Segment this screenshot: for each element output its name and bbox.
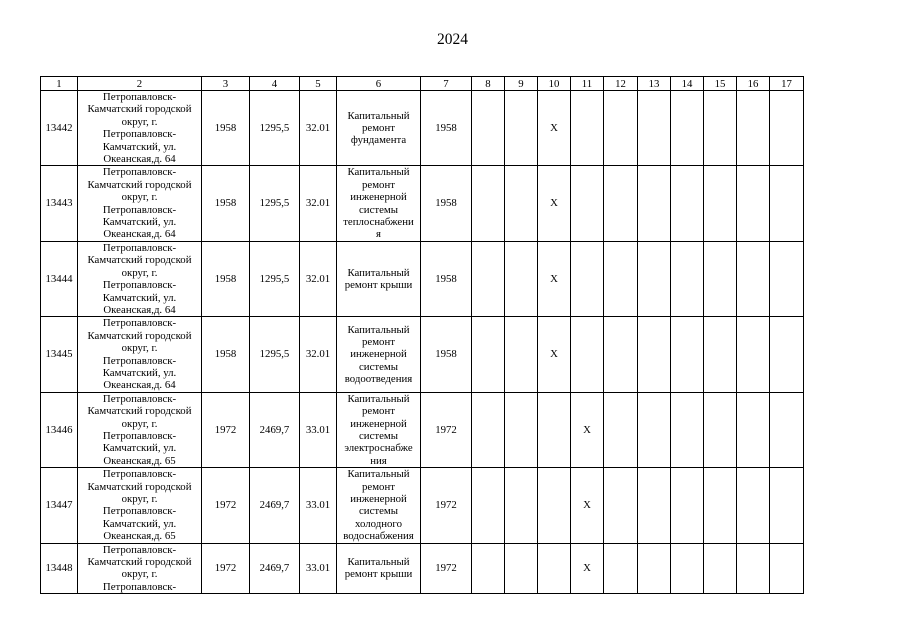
table-row — [41, 317, 804, 392]
table-cell-col-11 — [571, 241, 604, 316]
table-cell-col-17 — [770, 166, 804, 241]
table-cell-col-2 — [78, 317, 202, 392]
table-row — [41, 543, 804, 594]
table-cell-col-6 — [337, 392, 421, 467]
table-cell-col-11 — [571, 317, 604, 392]
table-cell-col-11 — [571, 543, 604, 594]
column-number-header: 7 — [421, 77, 472, 91]
table-cell-col-4 — [250, 241, 300, 316]
table-cell-col-16 — [737, 166, 770, 241]
table-cell-col-15 — [704, 392, 737, 467]
table-cell-col-4 — [250, 468, 300, 543]
table-cell-col-13 — [638, 241, 671, 316]
table-cell-col-1 — [41, 468, 78, 543]
cell-value: X — [583, 423, 591, 436]
cell-value: 33.01 — [305, 499, 331, 512]
table-cell-col-9 — [505, 166, 538, 241]
table-row — [41, 166, 804, 241]
table-cell-col-16 — [737, 317, 770, 392]
table-cell-col-12 — [604, 317, 638, 392]
table-cell-col-4 — [250, 91, 300, 166]
cell-value: Петропавловск-Камчатский городской округ, г. Петропавловск- — [87, 543, 192, 593]
cell-value: 32.01 — [305, 197, 331, 210]
cell-value: Петропавловск-Камчатский городской округ, г. Петропавловск-Камчатский, ул. Океанская,д. 65 — [87, 468, 192, 543]
table-cell-col-6 — [337, 468, 421, 543]
cell-value: 13448 — [45, 562, 73, 575]
cell-value: 2469,7 — [259, 423, 290, 436]
works-table — [40, 76, 804, 594]
cell-value: 1958 — [214, 272, 237, 285]
table-cell-col-10 — [538, 317, 571, 392]
table-cell-col-13 — [638, 166, 671, 241]
table-cell-col-7 — [421, 166, 472, 241]
column-number-header: 17 — [770, 77, 804, 91]
table-cell-col-2 — [78, 166, 202, 241]
cell-value: Петропавловск-Камчатский городской округ, г. Петропавловск-Камчатский, ул. Океанская,д. 64 — [87, 317, 192, 392]
table-cell-col-3 — [202, 392, 250, 467]
cell-value: 1972 — [214, 562, 237, 575]
column-number-header: 13 — [638, 77, 671, 91]
table-cell-col-14 — [671, 241, 704, 316]
cell-value: Капитальный ремонт крыши — [344, 556, 413, 581]
column-number-header: 3 — [202, 77, 250, 91]
table-cell-col-5 — [300, 241, 337, 316]
table-cell-col-17 — [770, 91, 804, 166]
table-body — [41, 91, 804, 594]
table-cell-col-12 — [604, 241, 638, 316]
table-cell-col-5 — [300, 543, 337, 594]
table-cell-col-2 — [78, 468, 202, 543]
year-heading: 2024 — [437, 31, 468, 48]
table-cell-col-16 — [737, 241, 770, 316]
table-cell-col-16 — [737, 392, 770, 467]
cell-value: X — [550, 348, 558, 361]
table-cell-col-17 — [770, 468, 804, 543]
table-cell-col-8 — [472, 91, 505, 166]
table-cell-col-5 — [300, 166, 337, 241]
table-cell-col-16 — [737, 91, 770, 166]
table-cell-col-2 — [78, 392, 202, 467]
table-cell-col-3 — [202, 543, 250, 594]
cell-value: 1958 — [214, 122, 237, 135]
column-number-header: 4 — [250, 77, 300, 91]
cell-value: 1972 — [435, 499, 457, 512]
table-cell-col-6 — [337, 317, 421, 392]
cell-value: 1295,5 — [259, 272, 290, 285]
column-number-header: 8 — [472, 77, 505, 91]
table-cell-col-1 — [41, 241, 78, 316]
table-cell-col-14 — [671, 166, 704, 241]
table-cell-col-8 — [472, 468, 505, 543]
cell-value: 1972 — [214, 423, 237, 436]
table-cell-col-15 — [704, 468, 737, 543]
column-number-header: 15 — [704, 77, 737, 91]
table-cell-col-6 — [337, 166, 421, 241]
cell-value: Петропавловск-Камчатский городской округ, г. Петропавловск-Камчатский, ул. Океанская,д. 64 — [87, 166, 192, 241]
table-cell-col-12 — [604, 166, 638, 241]
column-number-header: 14 — [671, 77, 704, 91]
table-cell-col-13 — [638, 543, 671, 594]
cell-value: Петропавловск-Камчатский городской округ, г. Петропавловск-Камчатский, ул. Океанская,д. 65 — [87, 392, 192, 467]
table-cell-col-10 — [538, 91, 571, 166]
table-cell-col-8 — [472, 543, 505, 594]
table-cell-col-10 — [538, 241, 571, 316]
table-cell-col-9 — [505, 468, 538, 543]
table-cell-col-3 — [202, 468, 250, 543]
cell-value: 32.01 — [305, 272, 331, 285]
table-cell-col-8 — [472, 317, 505, 392]
table-cell-col-4 — [250, 166, 300, 241]
table-cell-col-11 — [571, 468, 604, 543]
table-cell-col-15 — [704, 241, 737, 316]
column-number-header: 5 — [300, 77, 337, 91]
table-cell-col-2 — [78, 241, 202, 316]
table-cell-col-7 — [421, 543, 472, 594]
cell-value: Капитальный ремонт фундамента — [347, 109, 410, 147]
cell-value: 13445 — [45, 348, 73, 361]
table-cell-col-9 — [505, 91, 538, 166]
table-cell-col-4 — [250, 392, 300, 467]
cell-value: Капитальный ремонт инженерной системы электроснабжения — [344, 392, 413, 467]
table-cell-col-10 — [538, 392, 571, 467]
table-cell-col-14 — [671, 392, 704, 467]
table-row — [41, 241, 804, 316]
table-cell-col-1 — [41, 166, 78, 241]
table-cell-col-14 — [671, 543, 704, 594]
cell-value: Петропавловск-Камчатский городской округ, г. Петропавловск-Камчатский, ул. Океанская,д. 64 — [87, 241, 192, 316]
table-cell-col-15 — [704, 166, 737, 241]
table-cell-col-7 — [421, 241, 472, 316]
cell-value: 1958 — [435, 348, 457, 361]
table-cell-col-7 — [421, 317, 472, 392]
cell-value: 13446 — [45, 423, 73, 436]
table-cell-col-15 — [704, 543, 737, 594]
cell-value: X — [583, 499, 591, 512]
table-cell-col-12 — [604, 468, 638, 543]
cell-value: 1958 — [214, 348, 237, 361]
cell-value: 1958 — [435, 272, 457, 285]
table-cell-col-9 — [505, 543, 538, 594]
table-cell-col-4 — [250, 317, 300, 392]
table-cell-col-6 — [337, 241, 421, 316]
table-row — [41, 392, 804, 467]
table-cell-col-14 — [671, 91, 704, 166]
cell-value: 1295,5 — [259, 197, 290, 210]
column-number-header: 2 — [78, 77, 202, 91]
table-cell-col-12 — [604, 91, 638, 166]
table-cell-col-9 — [505, 392, 538, 467]
table-cell-col-3 — [202, 91, 250, 166]
column-number-header: 9 — [505, 77, 538, 91]
table-cell-col-7 — [421, 468, 472, 543]
cell-value: 13444 — [45, 272, 73, 285]
cell-value: X — [550, 272, 558, 285]
cell-value: 1958 — [435, 197, 457, 210]
cell-value: 13442 — [45, 122, 73, 135]
table-cell-col-8 — [472, 392, 505, 467]
table-cell-col-5 — [300, 91, 337, 166]
table-cell-col-2 — [78, 543, 202, 594]
table-cell-col-17 — [770, 317, 804, 392]
table-cell-col-17 — [770, 543, 804, 594]
table-cell-col-14 — [671, 468, 704, 543]
cell-value: 1958 — [214, 197, 237, 210]
table-cell-col-11 — [571, 392, 604, 467]
table-cell-col-5 — [300, 392, 337, 467]
cell-value: X — [550, 122, 558, 135]
table-cell-col-17 — [770, 392, 804, 467]
table-cell-col-12 — [604, 392, 638, 467]
table-cell-col-9 — [505, 317, 538, 392]
table-cell-col-10 — [538, 468, 571, 543]
column-number-header: 10 — [538, 77, 571, 91]
cell-value: Капитальный ремонт инженерной системы теплоснабжения — [343, 166, 414, 241]
cell-value: 1958 — [435, 122, 457, 135]
cell-value: 2469,7 — [259, 562, 290, 575]
table-cell-col-13 — [638, 392, 671, 467]
table-cell-col-9 — [505, 241, 538, 316]
table-cell-col-4 — [250, 543, 300, 594]
column-number-header: 1 — [41, 77, 78, 91]
cell-value: 32.01 — [305, 348, 331, 361]
cell-value: 1972 — [435, 423, 457, 436]
table-cell-col-1 — [41, 91, 78, 166]
table-cell-col-13 — [638, 91, 671, 166]
cell-value: 32.01 — [305, 122, 331, 135]
cell-value: Капитальный ремонт инженерной системы холодного водоснабжения — [343, 468, 414, 543]
table-row — [41, 91, 804, 166]
cell-value: Капитальный ремонт крыши — [344, 266, 413, 292]
column-number-header: 12 — [604, 77, 638, 91]
table-cell-col-7 — [421, 392, 472, 467]
table-cell-col-8 — [472, 166, 505, 241]
cell-value: 1972 — [214, 499, 237, 512]
table-cell-col-15 — [704, 91, 737, 166]
table-cell-col-16 — [737, 468, 770, 543]
table-cell-col-1 — [41, 392, 78, 467]
table-cell-col-3 — [202, 166, 250, 241]
table-cell-col-1 — [41, 543, 78, 594]
table-cell-col-5 — [300, 468, 337, 543]
table-cell-col-15 — [704, 317, 737, 392]
cell-value: 1972 — [435, 562, 457, 575]
table-cell-col-11 — [571, 91, 604, 166]
table-cell-col-2 — [78, 91, 202, 166]
column-number-header: 16 — [737, 77, 770, 91]
table-header — [41, 77, 804, 91]
cell-value: Капитальный ремонт инженерной системы водоотведения — [344, 323, 413, 386]
table-cell-col-17 — [770, 241, 804, 316]
cell-value: 33.01 — [305, 562, 331, 575]
table-cell-col-10 — [538, 543, 571, 594]
table-cell-col-5 — [300, 317, 337, 392]
cell-value: 33.01 — [305, 423, 331, 436]
table-cell-col-14 — [671, 317, 704, 392]
column-number-header: 11 — [571, 77, 604, 91]
table-cell-col-3 — [202, 241, 250, 316]
cell-value: X — [583, 562, 591, 575]
cell-value: 2469,7 — [259, 499, 290, 512]
cell-value: Петропавловск-Камчатский городской округ, г. Петропавловск-Камчатский, ул. Океанская,д. 64 — [87, 91, 192, 166]
table-cell-col-10 — [538, 166, 571, 241]
table-cell-col-7 — [421, 91, 472, 166]
table-cell-col-13 — [638, 468, 671, 543]
table-cell-col-6 — [337, 543, 421, 594]
table-cell-col-12 — [604, 543, 638, 594]
table-cell-col-13 — [638, 317, 671, 392]
table-cell-col-6 — [337, 91, 421, 166]
table-cell-col-1 — [41, 317, 78, 392]
table-header-row — [41, 77, 804, 91]
table-cell-col-8 — [472, 241, 505, 316]
cell-value: 13443 — [45, 197, 73, 210]
table-row — [41, 468, 804, 543]
table-cell-col-3 — [202, 317, 250, 392]
cell-value: 1295,5 — [259, 348, 290, 361]
cell-value: 13447 — [45, 499, 73, 512]
cell-value: X — [550, 197, 558, 210]
column-number-header: 6 — [337, 77, 421, 91]
cell-value: 1295,5 — [259, 122, 290, 135]
table-cell-col-16 — [737, 543, 770, 594]
table-cell-col-11 — [571, 166, 604, 241]
